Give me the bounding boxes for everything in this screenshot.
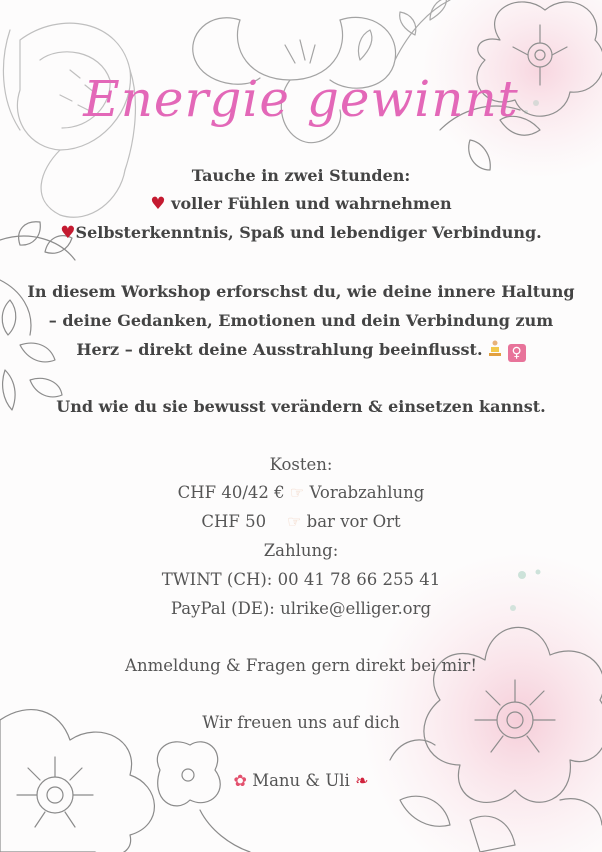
price-1-note: Vorabzahlung xyxy=(309,483,425,502)
price-2 xyxy=(0,511,602,533)
red-heart-icon: ♥ xyxy=(60,223,76,243)
farewell-text: Wir freuen uns auf dich xyxy=(202,713,400,732)
description-line-2: – deine Gedanken, Emotionen und dein Verbindung zum xyxy=(48,311,554,330)
description-line-3 xyxy=(0,339,602,362)
ribbon-icon: ❧ xyxy=(355,771,369,790)
payment-paypal: PayPal (DE): ulrike@elliger.org xyxy=(170,599,432,618)
signature xyxy=(0,770,602,792)
hibiscus-icon: ✿ xyxy=(233,771,247,790)
pointing-hand-icon: ☞ xyxy=(287,512,302,531)
payment-heading: Zahlung: xyxy=(263,541,339,560)
female-sign-icon: ♀ xyxy=(508,344,526,362)
description-line-1: In diesem Workshop erforschst du, wie deine innere Haltung xyxy=(27,282,575,301)
price-2-note: bar vor Ort xyxy=(306,512,401,531)
closing-statement: Und wie du sie bewusst verändern & einsetzen kannst. xyxy=(56,397,546,416)
registration-text: Anmeldung & Fragen gern direkt bei mir! xyxy=(125,656,477,675)
person-in-lotus-icon xyxy=(488,340,502,358)
price-2-amount: CHF 50 xyxy=(201,512,267,531)
red-heart-icon: ♥ xyxy=(150,194,166,214)
intro-line-1: Tauche in zwei Stunden: xyxy=(191,166,411,185)
intro-line-3 xyxy=(0,222,602,244)
pointing-hand-icon: ☞ xyxy=(289,483,305,502)
intro-line-2-text: voller Fühlen und wahrnehmen xyxy=(171,194,452,213)
page-title: Energie gewinnt xyxy=(83,70,519,128)
pricing-heading: Kosten: xyxy=(269,455,333,474)
description-line-3-text: Herz – direkt deine Ausstrahlung beeinflusst. xyxy=(76,340,483,359)
signature-text: Manu & Uli xyxy=(252,771,350,790)
intro-line-2 xyxy=(0,193,602,215)
price-1 xyxy=(0,482,602,504)
intro-line-3-text: Selbsterkenntnis, Spaß und lebendiger Verbindung. xyxy=(75,223,542,242)
payment-twint: TWINT (CH): 00 41 78 66 255 41 xyxy=(161,570,441,589)
price-1-amount: CHF 40/42 € xyxy=(177,483,285,502)
